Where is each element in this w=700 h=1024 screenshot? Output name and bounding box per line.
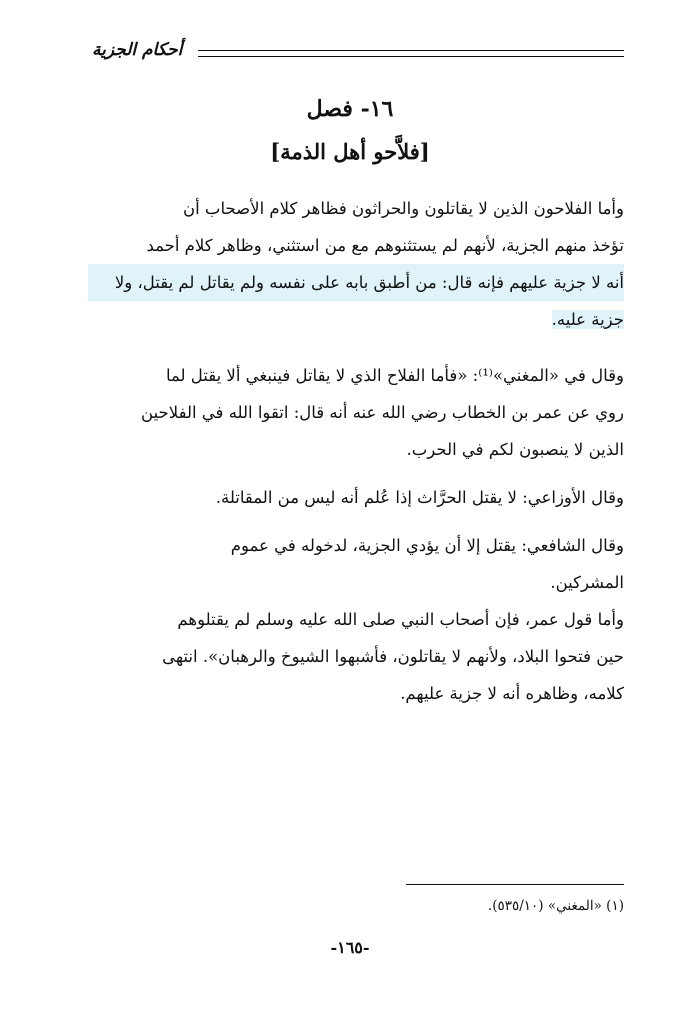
text-line: وأما قول عمر، فإن أصحاب النبي صلى الله عليه وسلم لم يقتلوهم	[177, 610, 624, 629]
highlighted-text: جزية عليه.	[551, 310, 624, 329]
section-heading: ١٦- فصل	[306, 96, 394, 122]
text-line: تؤخذ منهم الجزية، لأنهم لم يستثنوهم مع من استثني، وظاهر كلام أحمد	[146, 236, 624, 255]
text-line	[88, 301, 624, 338]
header-rule-bottom	[198, 56, 624, 57]
text-line: وقال الشافعي: يقتل إلا أن يؤدي الجزية، لدخوله في عموم	[230, 536, 624, 555]
paragraph-mughni-quote	[88, 357, 624, 468]
section-subheading: [فلاَّحو أهل الذمة]	[270, 139, 430, 164]
text-line: حين فتحوا البلاد، ولأنهم لا يقاتلون، فأشبهوا الشيوخ والرهبان». انتهى	[162, 647, 624, 666]
running-header-title: أحكام الجزية	[92, 40, 183, 60]
page-number: -١٦٥-	[330, 938, 370, 957]
text-line: وقال الأوزاعي: لا يقتل الحرَّاث إذا عُلم أنه ليس من المقاتلة.	[215, 488, 624, 507]
footnote-rule	[406, 884, 624, 885]
paragraph-awzai	[88, 479, 624, 516]
paragraph-shafii	[88, 527, 624, 601]
highlighted-text-line: أنه لا جزية عليهم فإنه قال: من أطبق بابه على نفسه ولم يقاتل لم يقتل، ولا	[88, 264, 624, 301]
text-line: الذين لا ينصبون لكم في الحرب.	[406, 440, 624, 459]
text-line: كلامه، وظاهره أنه لا جزية عليهم.	[400, 684, 624, 703]
text-line: روي عن عمر بن الخطاب رضي الله عنه أنه قال: اتقوا الله في الفلاحين	[141, 403, 624, 422]
footnote: (١) «المغني» (٥٣٥/١٠).	[487, 898, 624, 914]
paragraph-umar	[88, 601, 624, 712]
text-line: المشركين.	[550, 573, 624, 592]
paragraph-farmers	[88, 190, 624, 338]
text-line: وقال في «المغني»⁽¹⁾: «فأما الفلاح الذي لا يقاتل فينبغي ألا يقتل لما	[165, 366, 624, 385]
header-rule-top	[198, 50, 624, 51]
text-line: وأما الفلاحون الذين لا يقاتلون والحراثون فظاهر كلام الأصحاب أن	[182, 199, 624, 218]
